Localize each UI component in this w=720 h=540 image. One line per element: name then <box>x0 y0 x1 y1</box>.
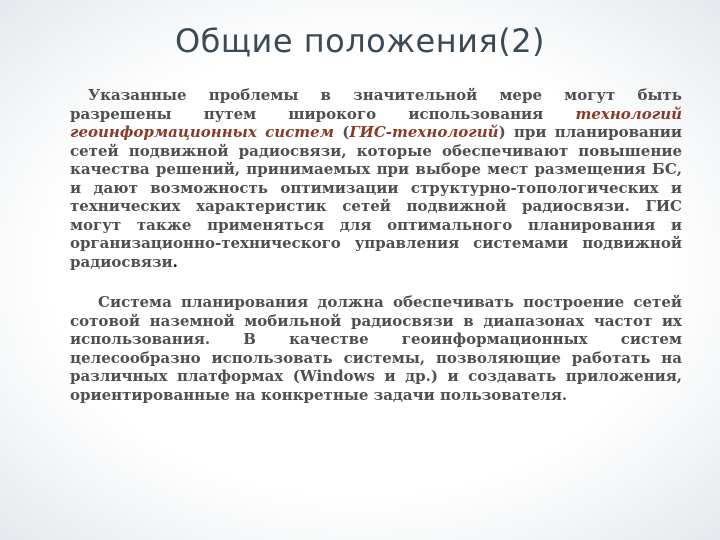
paragraph-1-paren-open: ( <box>333 123 350 141</box>
accent-gis-abbreviation: ГИС-технологий <box>349 123 499 141</box>
slide-body <box>70 86 682 404</box>
paragraph-1-end-dot: . <box>172 252 178 271</box>
paragraph-1-text-a: Указанные проблемы в значительной мере могут быть разрешены путем широкого использования <box>70 86 682 123</box>
slide-title: Общие положения(2) <box>174 22 546 60</box>
paragraph-1 <box>70 86 682 271</box>
paragraph-1-text-b: ) при планировании сетей подвижной радиосвязи, которые обеспечивают повышение качества решений, принимаемых при выборе мест размещения БС, и дают возможность оптимизации структурно-топологических и технических характеристик сетей подвижной радиосвязи. ГИС могут также применяться для оптимального планирования и организационно-технического управления системами подвижной радиосвязи <box>70 123 682 271</box>
accent-gis-technologies: технологий геоинформационных систем <box>70 104 682 141</box>
paragraph-2: Система планирования должна обеспечивать построение сетей сотовой наземной мобильной радиосвязи в диапазонах частот их использования. В качестве геоинформационных систем целесообразно использовать системы, позволяющие работать на различных платформах (Windows и др.) и создавать приложения, ориентированные на конкретные задачи пользователя. <box>70 293 682 404</box>
